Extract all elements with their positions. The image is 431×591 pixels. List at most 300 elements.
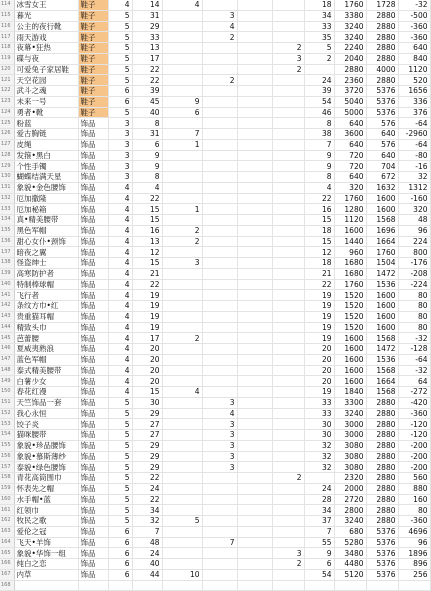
cell[interactable]: 5	[108, 43, 132, 54]
cell[interactable]: 8	[304, 172, 334, 183]
cell[interactable]: 33	[304, 21, 334, 32]
cell[interactable]: 冰雪女王	[14, 0, 78, 10]
cell[interactable]: 3	[108, 172, 132, 183]
cell[interactable]: 5	[108, 107, 132, 118]
cell[interactable]: 20	[132, 344, 162, 355]
cell[interactable]: 2	[272, 473, 304, 484]
cell[interactable]: 5	[108, 32, 132, 43]
cell[interactable]: 5	[108, 21, 132, 32]
cell[interactable]: 7	[304, 526, 334, 537]
cell[interactable]: 6	[108, 86, 132, 97]
cell[interactable]	[202, 365, 237, 376]
cell[interactable]	[272, 440, 304, 451]
cell[interactable]	[202, 150, 237, 161]
cell[interactable]: 暗夜之翼	[14, 247, 78, 258]
cell[interactable]	[237, 440, 272, 451]
cell[interactable]: 8	[304, 118, 334, 129]
cell[interactable]: 32	[304, 462, 334, 473]
cell[interactable]: 27	[132, 430, 162, 441]
cell[interactable]: 4	[108, 193, 132, 204]
cell[interactable]: 5376	[366, 526, 398, 537]
cell[interactable]	[237, 537, 272, 548]
cell[interactable]: 336	[398, 96, 430, 107]
cell[interactable]	[237, 569, 272, 580]
cell[interactable]: 1520	[334, 311, 366, 322]
cell[interactable]: 2880	[366, 440, 398, 451]
cell[interactable]: 5	[108, 516, 132, 527]
cell[interactable]	[237, 53, 272, 64]
cell[interactable]	[272, 301, 304, 312]
cell[interactable]: 怪盗绅士	[14, 258, 78, 269]
cell[interactable]: 饰品	[78, 215, 108, 226]
cell[interactable]: 2880	[366, 397, 398, 408]
cell[interactable]	[272, 129, 304, 140]
cell[interactable]	[237, 10, 272, 21]
cell[interactable]: 内草	[14, 569, 78, 580]
cell[interactable]	[272, 344, 304, 355]
cell[interactable]: 3	[108, 139, 132, 150]
cell[interactable]: 1600	[366, 311, 398, 322]
cell[interactable]: 2880	[334, 64, 366, 75]
cell[interactable]: 32	[398, 172, 430, 183]
cell[interactable]	[162, 75, 202, 86]
cell[interactable]: 4	[108, 376, 132, 387]
cell[interactable]: 6	[108, 569, 132, 580]
cell[interactable]: 4	[108, 258, 132, 269]
cell[interactable]: 饰品	[78, 408, 108, 419]
cell[interactable]: 29	[132, 408, 162, 419]
cell[interactable]: -120	[398, 419, 430, 430]
cell[interactable]: 饰品	[78, 430, 108, 441]
cell[interactable]	[237, 505, 272, 516]
cell[interactable]: 5	[108, 451, 132, 462]
cell[interactable]	[272, 408, 304, 419]
cell[interactable]: 19	[304, 333, 334, 344]
cell[interactable]: 鞋子	[78, 21, 108, 32]
cell[interactable]	[202, 118, 237, 129]
cell[interactable]	[272, 161, 304, 172]
cell[interactable]: 饰品	[78, 559, 108, 570]
cell[interactable]: 怀表先之帽	[14, 483, 78, 494]
cell[interactable]: 7	[304, 139, 334, 150]
cell[interactable]: 鞋子	[78, 64, 108, 75]
cell[interactable]: 44	[132, 569, 162, 580]
cell[interactable]: 4	[108, 236, 132, 247]
cell[interactable]: 4	[108, 333, 132, 344]
cell[interactable]: 12	[132, 247, 162, 258]
cell[interactable]	[202, 53, 237, 64]
cell[interactable]	[304, 580, 334, 591]
cell[interactable]: 饰品	[78, 354, 108, 365]
cell[interactable]: 饰品	[78, 139, 108, 150]
cell[interactable]	[272, 333, 304, 344]
cell[interactable]	[78, 580, 108, 591]
cell[interactable]: 680	[334, 526, 366, 537]
cell[interactable]: 3	[272, 548, 304, 559]
cell[interactable]	[272, 96, 304, 107]
cell[interactable]	[237, 526, 272, 537]
cell[interactable]	[272, 387, 304, 398]
cell[interactable]: 饰品	[78, 483, 108, 494]
cell[interactable]: 4	[108, 0, 132, 10]
cell[interactable]	[272, 193, 304, 204]
cell[interactable]: 5	[108, 397, 132, 408]
cell[interactable]: 饰品	[78, 268, 108, 279]
cell[interactable]	[202, 129, 237, 140]
cell[interactable]	[202, 494, 237, 505]
cell[interactable]: 12	[304, 247, 334, 258]
cell[interactable]	[237, 419, 272, 430]
cell[interactable]	[237, 258, 272, 269]
cell[interactable]: 6	[108, 96, 132, 107]
cell[interactable]: 96	[398, 225, 430, 236]
cell[interactable]: 20	[304, 344, 334, 355]
cell[interactable]: 饰品	[78, 505, 108, 516]
cell[interactable]	[237, 483, 272, 494]
cell[interactable]: 1664	[366, 376, 398, 387]
cell[interactable]: 2240	[334, 43, 366, 54]
cell[interactable]: 1760	[334, 279, 366, 290]
cell[interactable]: 3	[272, 53, 304, 64]
cell[interactable]: 鞋子	[78, 32, 108, 43]
cell[interactable]: -224	[398, 279, 430, 290]
cell[interactable]: 29	[132, 451, 162, 462]
cell[interactable]: 9	[304, 161, 334, 172]
cell[interactable]	[272, 204, 304, 215]
cell[interactable]: 1568	[366, 387, 398, 398]
cell[interactable]	[202, 473, 237, 484]
cell[interactable]: 20	[132, 376, 162, 387]
cell[interactable]: 饰品	[78, 225, 108, 236]
cell[interactable]: 1600	[334, 365, 366, 376]
cell[interactable]	[162, 43, 202, 54]
cell[interactable]: 碟与夜	[14, 53, 78, 64]
cell[interactable]	[162, 311, 202, 322]
cell[interactable]: 1536	[366, 354, 398, 365]
cell[interactable]	[162, 64, 202, 75]
cell[interactable]	[162, 462, 202, 473]
cell[interactable]	[162, 451, 202, 462]
cell[interactable]: 饰品	[78, 150, 108, 161]
cell[interactable]: 条纹方巾•红	[14, 301, 78, 312]
cell[interactable]: 35	[304, 32, 334, 43]
cell[interactable]: 黑色军帽	[14, 225, 78, 236]
cell[interactable]	[304, 473, 334, 484]
cell[interactable]: 30	[132, 397, 162, 408]
cell[interactable]: 1896	[398, 548, 430, 559]
cell[interactable]: -160	[398, 193, 430, 204]
cell[interactable]	[162, 268, 202, 279]
cell[interactable]	[272, 397, 304, 408]
cell[interactable]	[162, 290, 202, 301]
cell[interactable]	[237, 150, 272, 161]
cell[interactable]: 2880	[366, 43, 398, 54]
cell[interactable]	[162, 537, 202, 548]
cell[interactable]: 饰品	[78, 333, 108, 344]
cell[interactable]: 5376	[366, 537, 398, 548]
cell[interactable]: 饰品	[78, 376, 108, 387]
cell[interactable]: 16	[132, 225, 162, 236]
cell[interactable]: 3240	[334, 32, 366, 43]
cell[interactable]: -200	[398, 440, 430, 451]
cell[interactable]: 1520	[334, 322, 366, 333]
cell[interactable]: 6	[108, 537, 132, 548]
cell[interactable]: 14	[132, 0, 162, 10]
cell[interactable]: 1664	[366, 236, 398, 247]
cell[interactable]	[237, 0, 272, 10]
cell[interactable]	[237, 387, 272, 398]
cell[interactable]: 4	[108, 354, 132, 365]
cell[interactable]: 饰品	[78, 204, 108, 215]
cell[interactable]: 1656	[398, 86, 430, 97]
cell[interactable]	[272, 569, 304, 580]
cell[interactable]: 春花红漫	[14, 387, 78, 398]
cell[interactable]	[272, 430, 304, 441]
cell[interactable]: 暮光	[14, 10, 78, 21]
cell[interactable]: 鞋子	[78, 43, 108, 54]
cell[interactable]: 饰品	[78, 473, 108, 484]
cell[interactable]	[237, 129, 272, 140]
cell[interactable]	[202, 376, 237, 387]
cell[interactable]: 4	[108, 204, 132, 215]
cell[interactable]: 飞天•羊饰	[14, 537, 78, 548]
cell[interactable]	[202, 139, 237, 150]
cell[interactable]: 1840	[334, 387, 366, 398]
cell[interactable]: 饰品	[78, 182, 108, 193]
cell[interactable]: 256	[398, 569, 430, 580]
cell[interactable]: 雨天游戏	[14, 32, 78, 43]
cell[interactable]: 芭蕾腰	[14, 333, 78, 344]
cell[interactable]: 饰品	[78, 322, 108, 333]
cell[interactable]: 鞋子	[78, 10, 108, 21]
cell[interactable]: 28	[304, 494, 334, 505]
cell[interactable]: -64	[398, 139, 430, 150]
cell[interactable]: -420	[398, 397, 430, 408]
cell[interactable]: 29	[132, 440, 162, 451]
cell[interactable]: 甜心女仆•颈饰	[14, 236, 78, 247]
cell[interactable]: 5376	[366, 107, 398, 118]
cell[interactable]: 真•精美腰带	[14, 215, 78, 226]
cell[interactable]: 48	[398, 215, 430, 226]
cell[interactable]: 54	[304, 569, 334, 580]
cell[interactable]: 2	[272, 64, 304, 75]
cell[interactable]: 520	[398, 75, 430, 86]
cell[interactable]	[272, 107, 304, 118]
cell[interactable]	[237, 580, 272, 591]
cell[interactable]: 33	[304, 397, 334, 408]
cell[interactable]: 6	[108, 548, 132, 559]
cell[interactable]: 80	[398, 322, 430, 333]
cell[interactable]: 皮绳	[14, 139, 78, 150]
cell[interactable]: 30	[304, 430, 334, 441]
cell[interactable]	[237, 301, 272, 312]
cell[interactable]: 7	[162, 129, 202, 140]
cell[interactable]: 4	[132, 182, 162, 193]
cell[interactable]	[272, 236, 304, 247]
cell[interactable]: 19	[304, 290, 334, 301]
cell[interactable]: 2	[202, 32, 237, 43]
cell[interactable]	[272, 365, 304, 376]
cell[interactable]: -128	[398, 344, 430, 355]
cell[interactable]: 320	[334, 182, 366, 193]
cell[interactable]: 未来一号	[14, 96, 78, 107]
cell[interactable]: 2880	[366, 462, 398, 473]
cell[interactable]: 5376	[366, 569, 398, 580]
cell[interactable]: 爱伦之冠	[14, 526, 78, 537]
cell[interactable]: -32	[398, 333, 430, 344]
cell[interactable]: 1536	[366, 279, 398, 290]
cell[interactable]	[398, 580, 430, 591]
cell[interactable]: 2880	[366, 516, 398, 527]
cell[interactable]	[237, 247, 272, 258]
cell[interactable]	[202, 161, 237, 172]
cell[interactable]: 1520	[334, 290, 366, 301]
cell[interactable]: 3	[202, 440, 237, 451]
cell[interactable]: 22	[132, 75, 162, 86]
cell[interactable]: 牧民之歌	[14, 516, 78, 527]
cell[interactable]: 2	[272, 559, 304, 570]
cell[interactable]: 3240	[334, 516, 366, 527]
cell[interactable]	[272, 290, 304, 301]
cell[interactable]: 32	[304, 440, 334, 451]
cell[interactable]	[162, 397, 202, 408]
cell[interactable]	[202, 290, 237, 301]
cell[interactable]: 2880	[366, 505, 398, 516]
cell[interactable]: 2880	[366, 494, 398, 505]
cell[interactable]: 1728	[366, 0, 398, 10]
cell[interactable]: 8	[132, 172, 162, 183]
cell[interactable]	[272, 354, 304, 365]
cell[interactable]: 2	[202, 75, 237, 86]
cell[interactable]: 20	[304, 365, 334, 376]
cell[interactable]	[237, 516, 272, 527]
cell[interactable]: 6	[162, 107, 202, 118]
cell[interactable]: 1	[162, 139, 202, 150]
cell[interactable]	[202, 526, 237, 537]
cell[interactable]: 4	[108, 247, 132, 258]
cell[interactable]: 376	[398, 107, 430, 118]
cell[interactable]	[202, 215, 237, 226]
cell[interactable]	[162, 408, 202, 419]
cell[interactable]	[237, 43, 272, 54]
cell[interactable]: 5120	[334, 569, 366, 580]
cell[interactable]: 40	[132, 107, 162, 118]
cell[interactable]: -64	[398, 354, 430, 365]
cell[interactable]	[162, 10, 202, 21]
cell[interactable]: -64	[398, 118, 430, 129]
cell[interactable]: 饰品	[78, 516, 108, 527]
cell[interactable]: 18	[304, 258, 334, 269]
cell[interactable]: 猫咪腰带	[14, 430, 78, 441]
cell[interactable]: 4	[108, 279, 132, 290]
cell[interactable]: 224	[398, 236, 430, 247]
cell[interactable]	[237, 64, 272, 75]
cell[interactable]	[272, 10, 304, 21]
cell[interactable]: 青花高筒围巾	[14, 473, 78, 484]
cell[interactable]: 33	[304, 408, 334, 419]
cell[interactable]	[202, 387, 237, 398]
cell[interactable]	[237, 215, 272, 226]
cell[interactable]: 5376	[366, 559, 398, 570]
cell[interactable]: 3	[202, 10, 237, 21]
cell[interactable]: 4	[162, 0, 202, 10]
cell[interactable]: 2880	[366, 451, 398, 462]
cell[interactable]: 饰品	[78, 129, 108, 140]
cell[interactable]: 640	[366, 150, 398, 161]
cell[interactable]: 1632	[366, 182, 398, 193]
cell[interactable]: 19	[304, 322, 334, 333]
cell[interactable]	[162, 21, 202, 32]
cell[interactable]: 4	[108, 301, 132, 312]
cell[interactable]: 3240	[334, 21, 366, 32]
cell[interactable]: 3	[202, 451, 237, 462]
cell[interactable]: 2880	[366, 75, 398, 86]
cell[interactable]: 19	[132, 322, 162, 333]
cell[interactable]	[237, 21, 272, 32]
cell[interactable]: 33	[132, 32, 162, 43]
cell[interactable]: 560	[398, 473, 430, 484]
cell[interactable]: 饰品	[78, 290, 108, 301]
cell[interactable]: 20	[304, 376, 334, 387]
cell[interactable]	[237, 473, 272, 484]
cell[interactable]: 80	[398, 505, 430, 516]
cell[interactable]: 武斗之魂	[14, 86, 78, 97]
cell[interactable]: 1680	[334, 258, 366, 269]
cell[interactable]: 2	[162, 225, 202, 236]
cell[interactable]: 640	[398, 43, 430, 54]
cell[interactable]	[162, 430, 202, 441]
cell[interactable]: 3	[202, 462, 237, 473]
cell[interactable]: 19	[304, 311, 334, 322]
cell[interactable]	[237, 236, 272, 247]
cell[interactable]: 4	[108, 322, 132, 333]
cell[interactable]: 3	[108, 161, 132, 172]
cell[interactable]	[237, 75, 272, 86]
cell[interactable]: 24	[304, 75, 334, 86]
cell[interactable]: 3480	[334, 548, 366, 559]
cell[interactable]: 2880	[366, 419, 398, 430]
cell[interactable]: -16	[398, 161, 430, 172]
cell[interactable]	[272, 258, 304, 269]
cell[interactable]: 饰品	[78, 537, 108, 548]
cell[interactable]: 3	[202, 419, 237, 430]
cell[interactable]: 3080	[334, 440, 366, 451]
cell[interactable]: 5376	[366, 96, 398, 107]
cell[interactable]: 厄加撒隆	[14, 193, 78, 204]
cell[interactable]	[202, 182, 237, 193]
cell[interactable]	[202, 354, 237, 365]
cell[interactable]: 24	[304, 483, 334, 494]
cell[interactable]	[162, 182, 202, 193]
cell[interactable]	[162, 215, 202, 226]
cell[interactable]	[237, 225, 272, 236]
cell[interactable]: 31	[132, 10, 162, 21]
cell[interactable]: 公主的夜行靴	[14, 21, 78, 32]
cell[interactable]	[202, 96, 237, 107]
cell[interactable]: 1440	[334, 236, 366, 247]
cell[interactable]: 9	[132, 161, 162, 172]
cell[interactable]: 4	[108, 344, 132, 355]
cell[interactable]: 饰品	[78, 462, 108, 473]
cell[interactable]: 4	[202, 21, 237, 32]
cell[interactable]: 发箍•黑白	[14, 150, 78, 161]
cell[interactable]	[162, 440, 202, 451]
cell[interactable]	[272, 150, 304, 161]
cell[interactable]: 17	[132, 333, 162, 344]
cell[interactable]: 15	[132, 204, 162, 215]
cell[interactable]: 饰品	[78, 548, 108, 559]
cell[interactable]: 20	[132, 365, 162, 376]
